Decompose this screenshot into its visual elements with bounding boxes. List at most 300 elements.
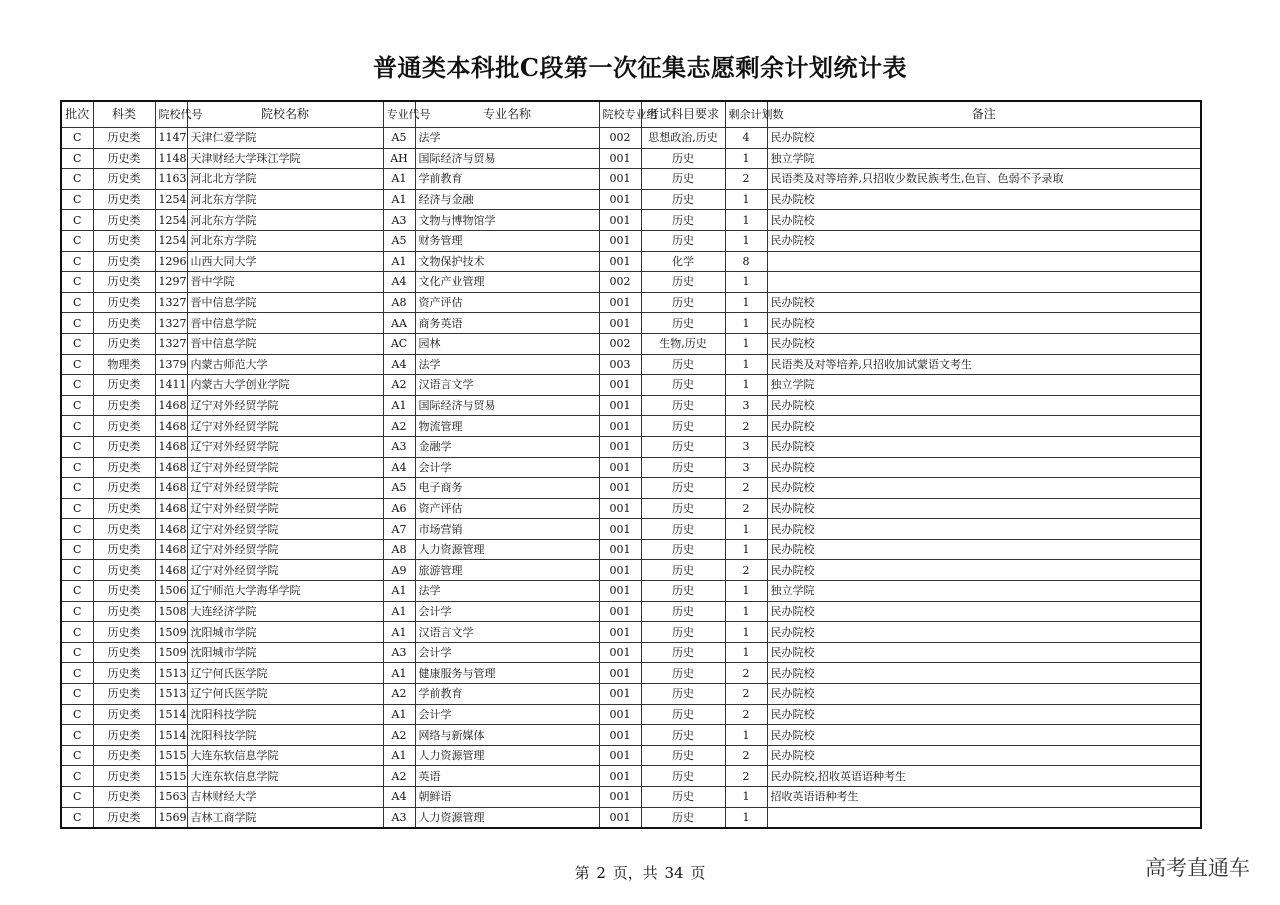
table-row xyxy=(61,725,1201,746)
cell-school-code: 1468 xyxy=(155,416,187,437)
table-row xyxy=(61,210,1201,231)
cell-school-name: 辽宁对外经贸学院 xyxy=(187,498,383,519)
table-row xyxy=(61,457,1201,478)
cell-remarks: 民办院校 xyxy=(767,313,1201,334)
cell-subject-req: 历史 xyxy=(641,622,725,643)
table-row xyxy=(61,395,1201,416)
cell-major-name: 商务英语 xyxy=(415,313,599,334)
cell-remarks: 民办院校 xyxy=(767,128,1201,149)
cell-school-name: 辽宁对外经贸学院 xyxy=(187,560,383,581)
cell-batch: C xyxy=(61,704,93,725)
cell-school-code: 1297 xyxy=(155,272,187,293)
plan-table xyxy=(60,100,1202,829)
cell-remarks: 民办院校 xyxy=(767,539,1201,560)
cell-remarks: 民办院校 xyxy=(767,210,1201,231)
cell-category: 历史类 xyxy=(93,169,155,190)
cell-remaining: 1 xyxy=(725,313,767,334)
cell-category: 历史类 xyxy=(93,128,155,149)
cell-batch: C xyxy=(61,478,93,499)
cell-remaining: 4 xyxy=(725,128,767,149)
cell-remaining: 1 xyxy=(725,354,767,375)
cell-school-code: 1163 xyxy=(155,169,187,190)
cell-subject-req: 历史 xyxy=(641,539,725,560)
cell-batch: C xyxy=(61,272,93,293)
table-row xyxy=(61,581,1201,602)
cell-major-group: 001 xyxy=(599,560,641,581)
cell-school-name: 河北北方学院 xyxy=(187,169,383,190)
cell-major-group: 001 xyxy=(599,416,641,437)
cell-school-name: 天津仁爱学院 xyxy=(187,128,383,149)
cell-remaining: 3 xyxy=(725,457,767,478)
cell-subject-req: 历史 xyxy=(641,457,725,478)
cell-major-code: A1 xyxy=(383,251,415,272)
cell-category: 历史类 xyxy=(93,210,155,231)
cell-major-code: A3 xyxy=(383,807,415,828)
cell-major-name: 文化产业管理 xyxy=(415,272,599,293)
cell-major-code: A5 xyxy=(383,478,415,499)
cell-school-code: 1147 xyxy=(155,128,187,149)
cell-major-name: 文物与博物馆学 xyxy=(415,210,599,231)
header-row xyxy=(61,101,1201,128)
cell-major-name: 学前教育 xyxy=(415,684,599,705)
cell-major-code: AC xyxy=(383,333,415,354)
cell-batch: C xyxy=(61,230,93,251)
cell-school-code: 1509 xyxy=(155,622,187,643)
cell-major-name: 学前教育 xyxy=(415,169,599,190)
table-row xyxy=(61,169,1201,190)
cell-subject-req: 历史 xyxy=(641,189,725,210)
cell-major-name: 园林 xyxy=(415,333,599,354)
cell-remaining: 2 xyxy=(725,169,767,190)
cell-major-code: A6 xyxy=(383,498,415,519)
cell-major-code: A3 xyxy=(383,210,415,231)
cell-school-code: 1468 xyxy=(155,436,187,457)
cell-major-code: A2 xyxy=(383,766,415,787)
cell-remarks: 民办院校 xyxy=(767,560,1201,581)
cell-subject-req: 历史 xyxy=(641,230,725,251)
cell-batch: C xyxy=(61,581,93,602)
cell-batch: C xyxy=(61,251,93,272)
cell-remaining: 3 xyxy=(725,436,767,457)
cell-remarks: 民办院校 xyxy=(767,478,1201,499)
cell-major-code: A5 xyxy=(383,230,415,251)
table-row xyxy=(61,251,1201,272)
cell-major-group: 001 xyxy=(599,457,641,478)
cell-category: 历史类 xyxy=(93,230,155,251)
cell-major-group: 001 xyxy=(599,519,641,540)
cell-remaining: 3 xyxy=(725,395,767,416)
cell-category: 历史类 xyxy=(93,766,155,787)
cell-major-name: 英语 xyxy=(415,766,599,787)
cell-school-code: 1508 xyxy=(155,601,187,622)
cell-major-code: A2 xyxy=(383,416,415,437)
cell-major-code: A2 xyxy=(383,725,415,746)
cell-major-code: A1 xyxy=(383,704,415,725)
cell-subject-req: 历史 xyxy=(641,519,725,540)
cell-major-group: 001 xyxy=(599,189,641,210)
cell-school-name: 晋中信息学院 xyxy=(187,313,383,334)
cell-batch: C xyxy=(61,416,93,437)
cell-major-name: 会计学 xyxy=(415,601,599,622)
cell-school-name: 河北东方学院 xyxy=(187,230,383,251)
cell-major-group: 001 xyxy=(599,210,641,231)
table-row xyxy=(61,745,1201,766)
cell-major-code: A7 xyxy=(383,519,415,540)
header-major-code: 专业代号 xyxy=(383,101,415,128)
cell-major-group: 003 xyxy=(599,354,641,375)
cell-school-code: 1468 xyxy=(155,498,187,519)
cell-category: 历史类 xyxy=(93,725,155,746)
cell-category: 历史类 xyxy=(93,251,155,272)
cell-remaining: 1 xyxy=(725,807,767,828)
cell-subject-req: 历史 xyxy=(641,210,725,231)
cell-remaining: 1 xyxy=(725,210,767,231)
cell-remarks: 民办院校 xyxy=(767,333,1201,354)
cell-school-name: 河北东方学院 xyxy=(187,210,383,231)
cell-subject-req: 历史 xyxy=(641,601,725,622)
cell-batch: C xyxy=(61,560,93,581)
table-row xyxy=(61,416,1201,437)
cell-school-name: 河北东方学院 xyxy=(187,189,383,210)
cell-school-code: 1513 xyxy=(155,663,187,684)
cell-school-code: 1513 xyxy=(155,684,187,705)
cell-subject-req: 历史 xyxy=(641,375,725,396)
page-footer: 第 2 页，共 34 页 xyxy=(574,864,706,882)
cell-major-code: AA xyxy=(383,313,415,334)
cell-major-name: 法学 xyxy=(415,128,599,149)
cell-remaining: 1 xyxy=(725,519,767,540)
cell-school-code: 1468 xyxy=(155,478,187,499)
cell-remaining: 2 xyxy=(725,745,767,766)
cell-school-code: 1509 xyxy=(155,642,187,663)
cell-remaining: 1 xyxy=(725,622,767,643)
cell-major-name: 财务管理 xyxy=(415,230,599,251)
cell-subject-req: 历史 xyxy=(641,272,725,293)
cell-school-code: 1327 xyxy=(155,292,187,313)
cell-subject-req: 历史 xyxy=(641,478,725,499)
cell-school-name: 辽宁师范大学海华学院 xyxy=(187,581,383,602)
cell-remaining: 1 xyxy=(725,787,767,808)
cell-major-group: 001 xyxy=(599,375,641,396)
cell-major-name: 文物保护技术 xyxy=(415,251,599,272)
header-school-code: 院校代号 xyxy=(155,101,187,128)
cell-subject-req: 历史 xyxy=(641,416,725,437)
header-category: 科类 xyxy=(93,101,155,128)
cell-category: 历史类 xyxy=(93,684,155,705)
cell-remaining: 1 xyxy=(725,725,767,746)
cell-batch: C xyxy=(61,663,93,684)
cell-subject-req: 历史 xyxy=(641,642,725,663)
cell-batch: C xyxy=(61,189,93,210)
cell-subject-req: 历史 xyxy=(641,395,725,416)
page-title: 普通类本科批C段第一次征集志愿剩余计划统计表 xyxy=(372,53,908,82)
cell-remaining: 2 xyxy=(725,766,767,787)
cell-batch: C xyxy=(61,375,93,396)
cell-school-name: 晋中信息学院 xyxy=(187,292,383,313)
cell-school-name: 山西大同大学 xyxy=(187,251,383,272)
cell-batch: C xyxy=(61,498,93,519)
cell-major-code: A8 xyxy=(383,539,415,560)
cell-remaining: 1 xyxy=(725,292,767,313)
cell-remaining: 2 xyxy=(725,478,767,499)
cell-category: 历史类 xyxy=(93,704,155,725)
cell-remarks: 民办院校,招收英语语种考生 xyxy=(767,766,1201,787)
cell-major-group: 001 xyxy=(599,478,641,499)
cell-subject-req: 历史 xyxy=(641,292,725,313)
cell-remarks: 民语类及对等培养,只招收加试蒙语文考生 xyxy=(767,354,1201,375)
cell-remarks: 民办院校 xyxy=(767,519,1201,540)
cell-major-name: 会计学 xyxy=(415,457,599,478)
cell-major-group: 002 xyxy=(599,272,641,293)
cell-remaining: 2 xyxy=(725,416,767,437)
cell-major-name: 人力资源管理 xyxy=(415,745,599,766)
cell-major-group: 001 xyxy=(599,601,641,622)
cell-remarks: 民办院校 xyxy=(767,745,1201,766)
cell-batch: C xyxy=(61,539,93,560)
cell-batch: C xyxy=(61,622,93,643)
cell-major-name: 国际经济与贸易 xyxy=(415,395,599,416)
cell-remarks: 独立学院 xyxy=(767,148,1201,169)
cell-school-code: 1379 xyxy=(155,354,187,375)
cell-major-group: 001 xyxy=(599,436,641,457)
cell-category: 历史类 xyxy=(93,498,155,519)
cell-remarks: 民办院校 xyxy=(767,684,1201,705)
cell-major-group: 001 xyxy=(599,251,641,272)
cell-category: 历史类 xyxy=(93,807,155,828)
cell-subject-req: 历史 xyxy=(641,169,725,190)
cell-category: 历史类 xyxy=(93,581,155,602)
cell-subject-req: 历史 xyxy=(641,498,725,519)
cell-remarks: 民办院校 xyxy=(767,292,1201,313)
cell-major-code: A3 xyxy=(383,436,415,457)
cell-remaining: 2 xyxy=(725,684,767,705)
cell-batch: C xyxy=(61,436,93,457)
cell-school-name: 辽宁对外经贸学院 xyxy=(187,457,383,478)
cell-category: 历史类 xyxy=(93,663,155,684)
cell-category: 历史类 xyxy=(93,313,155,334)
cell-remaining: 1 xyxy=(725,642,767,663)
table-row xyxy=(61,498,1201,519)
cell-school-name: 辽宁何氏医学院 xyxy=(187,663,383,684)
cell-batch: C xyxy=(61,333,93,354)
cell-major-code: A1 xyxy=(383,745,415,766)
cell-remarks: 民办院校 xyxy=(767,436,1201,457)
table-row xyxy=(61,766,1201,787)
cell-subject-req: 历史 xyxy=(641,436,725,457)
cell-category: 历史类 xyxy=(93,333,155,354)
cell-category: 历史类 xyxy=(93,272,155,293)
cell-major-name: 国际经济与贸易 xyxy=(415,148,599,169)
table-row xyxy=(61,189,1201,210)
cell-major-group: 001 xyxy=(599,663,641,684)
cell-school-code: 1468 xyxy=(155,539,187,560)
cell-subject-req: 历史 xyxy=(641,581,725,602)
cell-major-name: 资产评估 xyxy=(415,498,599,519)
watermark: 高考直通车 xyxy=(1145,856,1250,880)
cell-major-code: A1 xyxy=(383,395,415,416)
cell-school-name: 辽宁对外经贸学院 xyxy=(187,416,383,437)
cell-subject-req: 历史 xyxy=(641,560,725,581)
header-remaining: 剩余计划数 xyxy=(725,101,767,128)
cell-major-code: A4 xyxy=(383,457,415,478)
cell-category: 历史类 xyxy=(93,745,155,766)
table-row xyxy=(61,436,1201,457)
cell-batch: C xyxy=(61,745,93,766)
cell-batch: C xyxy=(61,642,93,663)
cell-school-code: 1411 xyxy=(155,375,187,396)
cell-category: 历史类 xyxy=(93,642,155,663)
cell-major-group: 002 xyxy=(599,128,641,149)
cell-major-group: 001 xyxy=(599,787,641,808)
cell-remarks xyxy=(767,272,1201,293)
cell-batch: C xyxy=(61,457,93,478)
cell-major-group: 002 xyxy=(599,333,641,354)
cell-major-code: A1 xyxy=(383,189,415,210)
cell-category: 历史类 xyxy=(93,395,155,416)
table-row xyxy=(61,128,1201,149)
cell-remaining: 1 xyxy=(725,333,767,354)
cell-batch: C xyxy=(61,313,93,334)
cell-major-group: 001 xyxy=(599,581,641,602)
cell-batch: C xyxy=(61,128,93,149)
cell-school-code: 1515 xyxy=(155,766,187,787)
cell-school-name: 天津财经大学珠江学院 xyxy=(187,148,383,169)
cell-subject-req: 历史 xyxy=(641,787,725,808)
cell-major-name: 物流管理 xyxy=(415,416,599,437)
table-row xyxy=(61,642,1201,663)
cell-major-code: A1 xyxy=(383,581,415,602)
cell-major-code: A3 xyxy=(383,642,415,663)
header-remarks: 备注 xyxy=(767,101,1201,128)
cell-subject-req: 化学 xyxy=(641,251,725,272)
cell-school-name: 吉林工商学院 xyxy=(187,807,383,828)
cell-remarks: 民语类及对等培养,只招收少数民族考生,色盲、色弱不予录取 xyxy=(767,169,1201,190)
table-row xyxy=(61,230,1201,251)
header-major-group: 院校专业组 xyxy=(599,101,641,128)
table-row xyxy=(61,292,1201,313)
cell-major-code: A5 xyxy=(383,128,415,149)
cell-school-code: 1468 xyxy=(155,395,187,416)
cell-school-name: 辽宁对外经贸学院 xyxy=(187,539,383,560)
table-row xyxy=(61,272,1201,293)
cell-major-code: A4 xyxy=(383,272,415,293)
cell-major-code: A4 xyxy=(383,354,415,375)
cell-major-group: 001 xyxy=(599,725,641,746)
cell-school-code: 1296 xyxy=(155,251,187,272)
cell-category: 历史类 xyxy=(93,375,155,396)
cell-remarks: 民办院校 xyxy=(767,642,1201,663)
cell-batch: C xyxy=(61,684,93,705)
cell-batch: C xyxy=(61,766,93,787)
cell-school-name: 大连东软信息学院 xyxy=(187,766,383,787)
cell-major-name: 汉语言文学 xyxy=(415,622,599,643)
cell-major-code: A8 xyxy=(383,292,415,313)
cell-batch: C xyxy=(61,292,93,313)
cell-category: 历史类 xyxy=(93,601,155,622)
cell-subject-req: 历史 xyxy=(641,704,725,725)
cell-subject-req: 历史 xyxy=(641,148,725,169)
header-major-name: 专业名称 xyxy=(415,101,599,128)
table-row xyxy=(61,375,1201,396)
cell-remaining: 1 xyxy=(725,601,767,622)
cell-category: 历史类 xyxy=(93,292,155,313)
cell-remaining: 1 xyxy=(725,581,767,602)
cell-school-code: 1468 xyxy=(155,457,187,478)
cell-remarks: 民办院校 xyxy=(767,622,1201,643)
cell-school-name: 沈阳科技学院 xyxy=(187,704,383,725)
cell-school-name: 辽宁对外经贸学院 xyxy=(187,395,383,416)
table-body xyxy=(61,128,1201,829)
table-row xyxy=(61,539,1201,560)
cell-remaining: 1 xyxy=(725,189,767,210)
cell-major-name: 人力资源管理 xyxy=(415,807,599,828)
cell-school-name: 辽宁对外经贸学院 xyxy=(187,519,383,540)
table-row xyxy=(61,148,1201,169)
cell-major-group: 001 xyxy=(599,642,641,663)
cell-school-name: 辽宁对外经贸学院 xyxy=(187,436,383,457)
cell-subject-req: 历史 xyxy=(641,663,725,684)
cell-category: 历史类 xyxy=(93,478,155,499)
cell-major-code: A9 xyxy=(383,560,415,581)
cell-major-name: 旅游管理 xyxy=(415,560,599,581)
cell-school-name: 辽宁对外经贸学院 xyxy=(187,478,383,499)
cell-school-code: 1514 xyxy=(155,725,187,746)
cell-subject-req: 历史 xyxy=(641,725,725,746)
cell-major-name: 网络与新媒体 xyxy=(415,725,599,746)
cell-batch: C xyxy=(61,395,93,416)
cell-major-group: 001 xyxy=(599,807,641,828)
table-row xyxy=(61,601,1201,622)
cell-remarks: 民办院校 xyxy=(767,498,1201,519)
cell-category: 历史类 xyxy=(93,436,155,457)
cell-subject-req: 历史 xyxy=(641,745,725,766)
cell-school-code: 1514 xyxy=(155,704,187,725)
cell-school-code: 1148 xyxy=(155,148,187,169)
cell-batch: C xyxy=(61,519,93,540)
cell-school-code: 1569 xyxy=(155,807,187,828)
cell-school-name: 沈阳城市学院 xyxy=(187,622,383,643)
cell-major-name: 法学 xyxy=(415,354,599,375)
cell-remaining: 1 xyxy=(725,375,767,396)
table-row xyxy=(61,622,1201,643)
cell-remarks: 民办院校 xyxy=(767,416,1201,437)
table-row xyxy=(61,313,1201,334)
cell-remarks: 招收英语语种考生 xyxy=(767,787,1201,808)
cell-category: 历史类 xyxy=(93,148,155,169)
cell-major-code: A1 xyxy=(383,622,415,643)
cell-subject-req: 生物,历史 xyxy=(641,333,725,354)
table-row xyxy=(61,787,1201,808)
cell-remarks xyxy=(767,807,1201,828)
cell-remaining: 8 xyxy=(725,251,767,272)
cell-major-name: 健康服务与管理 xyxy=(415,663,599,684)
cell-school-name: 内蒙古师范大学 xyxy=(187,354,383,375)
table-row xyxy=(61,333,1201,354)
cell-major-name: 电子商务 xyxy=(415,478,599,499)
cell-school-name: 沈阳城市学院 xyxy=(187,642,383,663)
cell-school-code: 1506 xyxy=(155,581,187,602)
cell-category: 历史类 xyxy=(93,457,155,478)
cell-batch: C xyxy=(61,354,93,375)
table-row xyxy=(61,704,1201,725)
cell-major-code: A1 xyxy=(383,663,415,684)
cell-school-code: 1468 xyxy=(155,560,187,581)
cell-category: 物理类 xyxy=(93,354,155,375)
cell-remaining: 2 xyxy=(725,560,767,581)
cell-school-code: 1254 xyxy=(155,210,187,231)
cell-remaining: 1 xyxy=(725,272,767,293)
cell-school-code: 1327 xyxy=(155,313,187,334)
